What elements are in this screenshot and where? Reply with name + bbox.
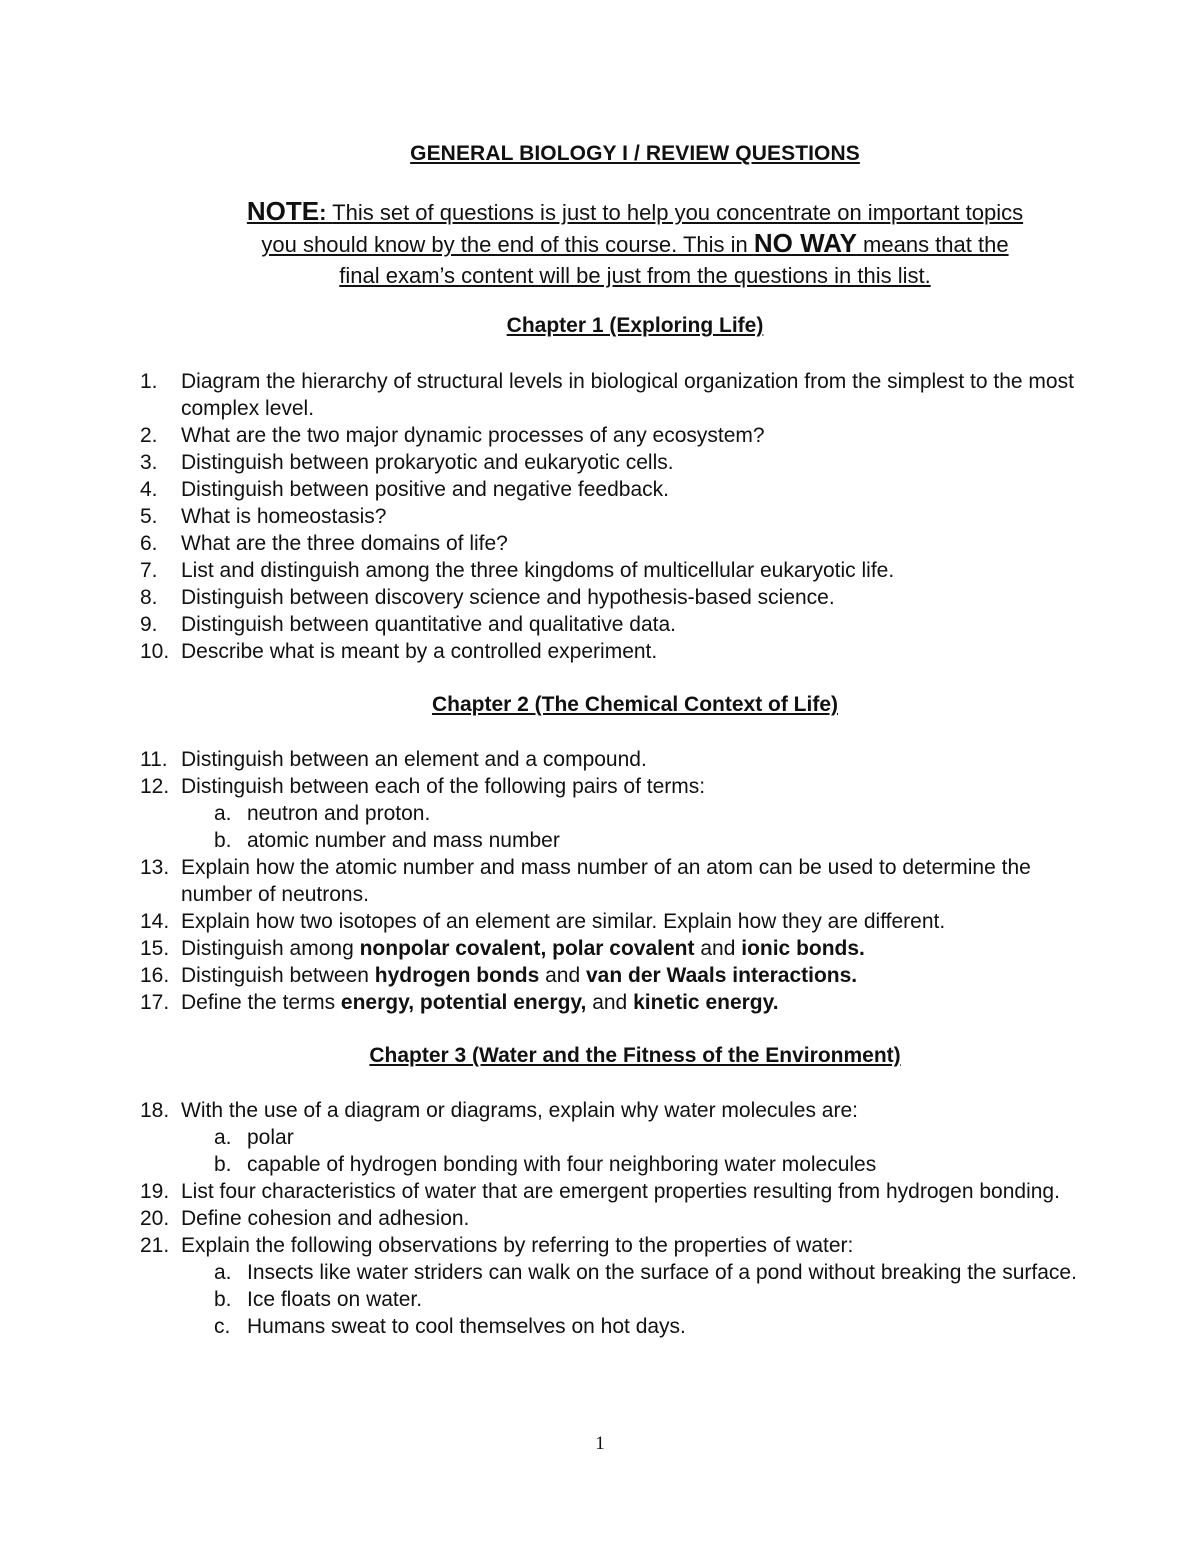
question-number: 4. — [140, 478, 158, 501]
question-text-part: and — [539, 964, 586, 987]
sub-question-letter: a. — [214, 1126, 232, 1149]
question-item — [140, 476, 1100, 503]
chapter-1-question-list — [140, 368, 1100, 665]
question-item — [140, 503, 1100, 530]
chapter-2-question-list — [140, 746, 1100, 1016]
question-text: Distinguish between positive and negative feedback. — [181, 478, 669, 501]
question-text-part: Distinguish among — [181, 937, 360, 960]
question-number: 8. — [140, 586, 158, 609]
sub-question-list — [181, 800, 1100, 854]
question-text: Distinguish between an element and a compound. — [181, 748, 647, 771]
question-text: List four characteristics of water that are emergent properties resulting from hydrogen bonding. — [181, 1180, 1060, 1203]
question-number: 19. — [140, 1180, 170, 1203]
question-number: 11. — [140, 748, 168, 771]
question-text: Diagram the hierarchy of structural levels in biological organization from the simplest to the most complex level. — [181, 370, 1074, 420]
sub-question-list — [181, 1259, 1100, 1340]
question-item — [140, 611, 1100, 638]
question-text: Distinguish between discovery science and hypothesis-based science. — [181, 586, 835, 609]
question-text: Distinguish between each of the following pairs of terms: — [181, 775, 706, 798]
chapter-3-heading: Chapter 3 (Water and the Fitness of the Environment) — [369, 1044, 901, 1067]
note-paragraph — [180, 196, 1090, 291]
sub-question-list — [181, 1124, 1100, 1178]
sub-question-letter: b. — [214, 829, 232, 852]
question-text: Explain the following observations by referring to the properties of water: — [181, 1234, 854, 1257]
sub-question-item — [181, 1313, 1100, 1340]
question-key-term: van der Waals interactions. — [586, 964, 858, 987]
question-text: With the use of a diagram or diagrams, explain why water molecules are: — [181, 1099, 858, 1122]
question-number: 1. — [140, 370, 158, 393]
page-number: 1 — [595, 1433, 605, 1454]
sub-question-text: atomic number and mass number — [247, 829, 560, 852]
question-text-part: and — [586, 991, 634, 1014]
question-number: 17. — [140, 991, 170, 1014]
question-text: Distinguish between quantitative and qualitative data. — [181, 613, 676, 636]
question-item — [140, 962, 1100, 989]
question-item — [140, 1097, 1100, 1178]
note-label: NOTE — [246, 196, 320, 226]
sub-question-letter: b. — [214, 1288, 232, 1311]
question-item — [140, 1205, 1100, 1232]
question-number: 3. — [140, 451, 158, 474]
sub-question-letter: c. — [214, 1315, 231, 1338]
question-item — [140, 908, 1100, 935]
chapter-1-heading: Chapter 1 (Exploring Life) — [506, 314, 764, 337]
question-item — [140, 584, 1100, 611]
question-item — [140, 1178, 1100, 1205]
question-key-term: energy, potential energy, — [340, 991, 587, 1014]
question-number: 15. — [140, 937, 170, 960]
question-text: Explain how two isotopes of an element are similar. Explain how they are different. — [181, 910, 946, 933]
question-item — [140, 746, 1100, 773]
question-text-part: Distinguish between — [181, 964, 375, 987]
sub-question-item — [181, 1286, 1100, 1313]
question-number: 14. — [140, 910, 170, 933]
question-number: 21. — [140, 1234, 170, 1257]
question-item — [140, 638, 1100, 665]
question-number: 9. — [140, 613, 158, 636]
question-number: 16. — [140, 964, 170, 987]
question-item — [140, 422, 1100, 449]
question-text-part: , — [540, 937, 553, 960]
sub-question-letter: a. — [214, 802, 232, 825]
question-number: 5. — [140, 505, 158, 528]
question-key-term: polar covalent — [552, 937, 695, 960]
question-text: What are the three domains of life? — [181, 532, 508, 555]
sub-question-letter: a. — [214, 1261, 232, 1284]
note-colon: : — [319, 200, 327, 225]
question-number: 7. — [140, 559, 158, 582]
chapter-2-heading: Chapter 2 (The Chemical Context of Life) — [431, 693, 839, 716]
sub-question-item — [181, 1151, 1100, 1178]
document-title: GENERAL BIOLOGY I / REVIEW QUESTIONS — [410, 142, 860, 165]
question-number: 18. — [140, 1099, 170, 1122]
question-item — [140, 449, 1100, 476]
question-text: Describe what is meant by a controlled experiment. — [181, 640, 658, 663]
sub-question-item — [181, 827, 1100, 854]
question-text: Explain how the atomic number and mass number of an atom can be used to determine the number of neutrons. — [181, 856, 1031, 906]
question-text: What is homeostasis? — [181, 505, 387, 528]
question-item — [140, 935, 1100, 962]
question-text: List and distinguish among the three kingdoms of multicellular eukaryotic life. — [181, 559, 895, 582]
question-number: 10. — [140, 640, 170, 663]
sub-question-item — [181, 1124, 1100, 1151]
question-number: 2. — [140, 424, 158, 447]
question-item — [140, 854, 1100, 908]
note-line-2-post: means that the — [856, 232, 1009, 257]
question-number: 12. — [140, 775, 170, 798]
question-text: Distinguish between prokaryotic and eukaryotic cells. — [181, 451, 674, 474]
note-line-3: final exam’s content will be just from the questions in this list. — [339, 263, 931, 288]
question-text: Define cohesion and adhesion. — [181, 1207, 470, 1230]
sub-question-item — [181, 800, 1100, 827]
question-key-term: hydrogen bonds — [374, 964, 540, 987]
question-item — [140, 557, 1100, 584]
sub-question-text: Humans sweat to cool themselves on hot days. — [247, 1315, 686, 1338]
question-text-part: and — [694, 937, 742, 960]
note-line-2-pre: you should know by the end of this course. This in — [261, 232, 754, 257]
sub-question-text: polar — [247, 1126, 294, 1149]
sub-question-letter: b. — [214, 1153, 232, 1176]
sub-question-text: Insects like water striders can walk on the surface of a pond without breaking the surface. — [247, 1261, 1077, 1284]
question-key-term: nonpolar covalent — [359, 937, 541, 960]
chapter-3-question-list — [140, 1097, 1100, 1340]
sub-question-item — [181, 1259, 1100, 1286]
question-item — [140, 989, 1100, 1016]
question-item — [140, 368, 1100, 422]
question-item — [140, 773, 1100, 854]
question-text: What are the two major dynamic processes of any ecosystem? — [181, 424, 765, 447]
question-item — [140, 1232, 1100, 1340]
note-emphasis: NO WAY — [753, 228, 857, 258]
question-item — [140, 530, 1100, 557]
question-number: 20. — [140, 1207, 170, 1230]
question-text-part: Define the terms — [181, 991, 341, 1014]
sub-question-text: capable of hydrogen bonding with four neighboring water molecules — [247, 1153, 877, 1176]
note-line-1: This set of questions is just to help you concentrate on important topics — [332, 200, 1024, 225]
question-number: 6. — [140, 532, 158, 555]
sub-question-text: Ice floats on water. — [247, 1288, 423, 1311]
question-key-term: ionic bonds. — [741, 937, 865, 960]
question-number: 13. — [140, 856, 170, 879]
sub-question-text: neutron and proton. — [247, 802, 431, 825]
question-key-term: kinetic energy. — [633, 991, 779, 1014]
